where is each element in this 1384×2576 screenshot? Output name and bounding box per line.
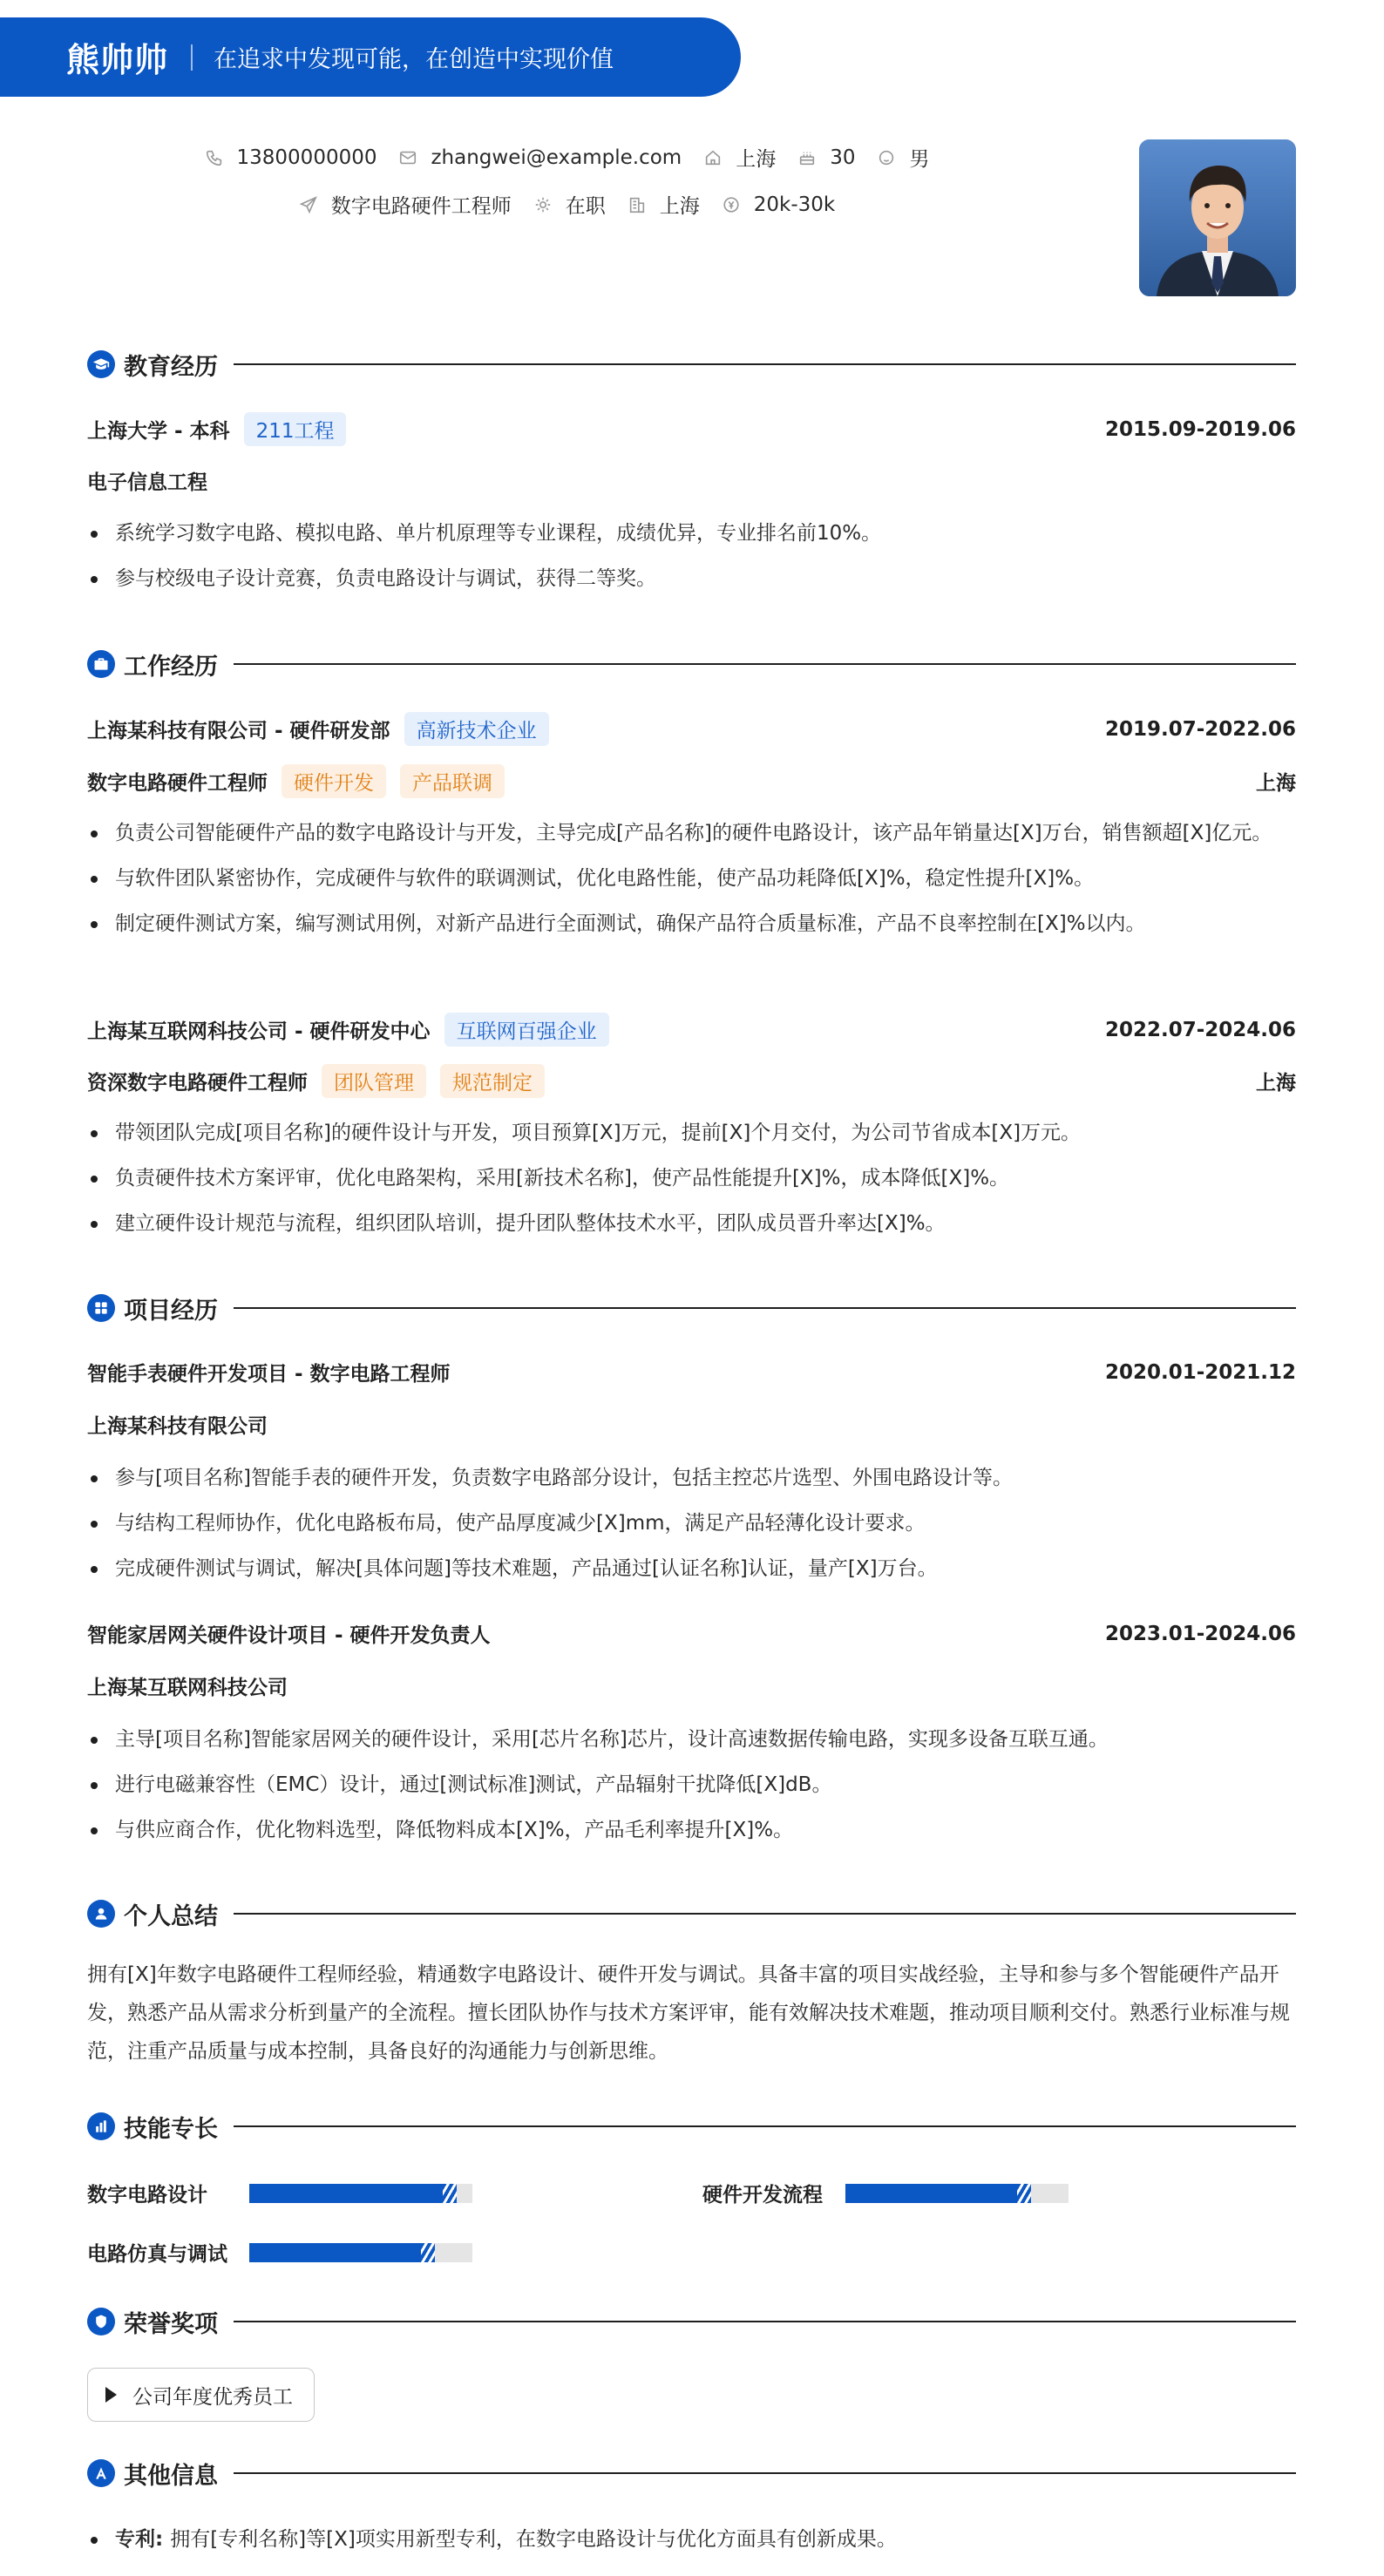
project-company: 上海某互联网科技公司 bbox=[87, 1677, 288, 1699]
section-title: 工作经历 bbox=[124, 653, 218, 681]
education-major: 电子信息工程 bbox=[87, 471, 207, 494]
other-label: 专利: bbox=[115, 2528, 164, 2551]
list-item: 与软件团队紧密协作，完成硬件与软件的联调测试，优化电路性能，使产品功耗降低[X]%，稳定性提升[X]%。 bbox=[87, 861, 1296, 896]
skill-name: 电路仿真与调试 bbox=[87, 2243, 227, 2266]
contact-row-2 bbox=[87, 190, 1046, 219]
target-job-text: 数字电路硬件工程师 bbox=[330, 195, 512, 218]
award-icon bbox=[87, 2308, 115, 2335]
project-name: 智能家居网关硬件设计项目 - 硬件开发负责人 bbox=[87, 1624, 491, 1647]
chart-icon bbox=[87, 2112, 115, 2140]
cake-icon bbox=[797, 147, 818, 168]
job-city: 上海 bbox=[1256, 772, 1296, 795]
project-period: 2020.01-2021.12 bbox=[1104, 1360, 1296, 1384]
info-icon bbox=[87, 2459, 115, 2487]
job-2-header bbox=[87, 1013, 1296, 1047]
job-company: 上海某科技有限公司 - 硬件研发部 bbox=[87, 720, 390, 742]
project-company: 上海某科技有限公司 bbox=[87, 1415, 268, 1438]
hometown-item bbox=[702, 143, 776, 172]
phone-item bbox=[204, 146, 377, 169]
skill-bar-fill bbox=[249, 2184, 450, 2203]
section-title: 个人总结 bbox=[124, 1902, 218, 1930]
skill-name: 数字电路设计 bbox=[87, 2184, 207, 2207]
project-2-header bbox=[87, 1619, 1296, 1648]
skill-bar bbox=[249, 2184, 472, 2203]
skill-item bbox=[702, 2179, 1069, 2207]
list-item: 建立硬件设计规范与流程，组织团队培训，提升团队整体技术水平，团队成员晋升率达[X]%。 bbox=[87, 1206, 1296, 1241]
list-item: 负责硬件技术方案评审，优化电路架构，采用[新技术名称]，使产品性能提升[X]%，成本降低[X]%。 bbox=[87, 1161, 1296, 1196]
section-divider bbox=[234, 2321, 1296, 2322]
project-name: 智能手表硬件开发项目 - 数字电路工程师 bbox=[87, 1363, 451, 1386]
list-item: 带领团队完成[项目名称]的硬件设计与开发，项目预算[X]万元，提前[X]个月交付，为公司节省成本[X]万元。 bbox=[87, 1115, 1296, 1150]
list-item: 参与[项目名称]智能手表的硬件开发，负责数字电路部分设计，包括主控芯片选型、外围电路设计等。 bbox=[87, 1461, 1296, 1495]
list-item: 进行电磁兼容性（EMC）设计，通过[测试标准]测试，产品辐射干扰降低[X]dB。 bbox=[87, 1767, 1296, 1802]
other-text: 拥有[专利名称]等[X]项实用新型专利，在数字电路设计与优化方面具有创新成果。 bbox=[170, 2528, 897, 2551]
list-item: 制定硬件测试方案，编写测试用例，对新产品进行全面测试，确保产品符合质量标准，产品不良率控制在[X]%以内。 bbox=[87, 906, 1296, 941]
list-item: 与结构工程师协作，优化电路板布局，使产品厚度减少[X]mm，满足产品轻薄化设计要求。 bbox=[87, 1506, 1296, 1541]
job-1-header bbox=[87, 712, 1296, 746]
hometown-text: 上海 bbox=[736, 148, 777, 171]
section-divider bbox=[234, 1307, 1296, 1309]
phone-icon bbox=[204, 147, 225, 168]
section-title: 项目经历 bbox=[124, 1297, 218, 1325]
summary-text: 拥有[X]年数字电路硬件工程师经验，精通数字电路设计、硬件开发与调试。具备丰富的项目实战经验，主导和参与多个智能硬件产品开发，熟悉产品从需求分析到量产的全流程。擅长团队协作与技术方案评审，能有效解决技术难题，推动项目顺利交付。熟悉行业标准与规范，注重产品质量与成本控制，具备良好的沟通能力与创新思维。 bbox=[87, 1963, 1290, 2063]
job-2-bullets bbox=[87, 1115, 1296, 1251]
job-city: 上海 bbox=[1256, 1072, 1296, 1095]
list-item: 参与校级电子设计竞赛，负责电路设计与调试，获得二等奖。 bbox=[87, 561, 1296, 596]
project-period: 2023.01-2024.06 bbox=[1104, 1622, 1296, 1645]
header-divider bbox=[191, 44, 193, 71]
education-header bbox=[87, 412, 1296, 446]
triangle-icon bbox=[105, 2387, 117, 2403]
candidate-name: 熊帅帅 bbox=[66, 41, 169, 79]
building-icon bbox=[627, 194, 648, 215]
honor-text: 公司年度优秀员工 bbox=[132, 2385, 293, 2409]
section-title: 荣誉奖项 bbox=[124, 2310, 218, 2338]
job-1-title-row bbox=[87, 764, 1296, 798]
list-item: 系统学习数字电路、模拟电路、单片机原理等专业课程，成绩优异，专业排名前10%。 bbox=[87, 516, 1296, 551]
job-period: 2019.07-2022.06 bbox=[1104, 717, 1296, 741]
company-tag: 高新技术企业 bbox=[404, 712, 549, 746]
section-summary bbox=[87, 1898, 1296, 1929]
skill-name: 硬件开发流程 bbox=[702, 2184, 823, 2207]
section-divider bbox=[234, 663, 1296, 665]
list-item: 与供应商合作，优化物料选型，降低物料成本[X]%，产品毛利率提升[X]%。 bbox=[87, 1813, 1296, 1847]
skill-item bbox=[87, 2238, 472, 2267]
section-honors bbox=[87, 2306, 1296, 2337]
home-icon bbox=[702, 147, 723, 168]
target-job-item bbox=[298, 190, 512, 219]
education-major-row bbox=[87, 466, 1296, 495]
list-item: 主导[项目名称]智能家居网关的硬件设计，采用[芯片名称]芯片，设计高速数据传输电路，实现多设备互联互通。 bbox=[87, 1722, 1296, 1757]
job-title: 数字电路硬件工程师 bbox=[87, 772, 268, 795]
job-tag: 团队管理 bbox=[322, 1064, 426, 1098]
school-name: 上海大学 - 本科 bbox=[87, 420, 230, 443]
project-2-bullets bbox=[87, 1722, 1296, 1858]
header-banner bbox=[0, 17, 741, 97]
list-item: 负责公司智能硬件产品的数字电路设计与开发，主导完成[产品名称]的硬件电路设计，该产品年销量达[X]万台，销售额超[X]亿元。 bbox=[87, 816, 1296, 851]
status-text: 在职 bbox=[565, 195, 606, 218]
section-education bbox=[87, 349, 1296, 380]
education-period: 2015.09-2019.06 bbox=[1104, 417, 1296, 441]
other-item bbox=[87, 2522, 1296, 2557]
section-divider bbox=[234, 2125, 1296, 2127]
honor-item bbox=[87, 2368, 315, 2422]
job-1-bullets bbox=[87, 816, 1296, 952]
project-1-header bbox=[87, 1358, 1296, 1386]
section-work bbox=[87, 648, 1296, 680]
job-tag: 硬件开发 bbox=[282, 764, 386, 798]
phone-text: 13800000000 bbox=[236, 146, 377, 169]
education-bullets bbox=[87, 516, 1296, 607]
skill-item bbox=[87, 2179, 472, 2207]
section-skills bbox=[87, 2111, 1296, 2142]
skill-bar-fill bbox=[249, 2243, 428, 2262]
job-tag: 产品联调 bbox=[400, 764, 505, 798]
salary-text: 20k-30k bbox=[753, 193, 836, 216]
email-item bbox=[397, 146, 682, 169]
salary-item bbox=[721, 193, 835, 216]
project-2-company-row bbox=[87, 1671, 1296, 1700]
skill-bar bbox=[845, 2184, 1069, 2203]
status-item bbox=[533, 190, 606, 219]
section-title: 其他信息 bbox=[124, 2462, 218, 2490]
gender-item bbox=[876, 143, 929, 172]
section-divider bbox=[234, 363, 1296, 365]
school-tag: 211工程 bbox=[244, 412, 347, 446]
skill-bar bbox=[249, 2243, 472, 2262]
mail-icon bbox=[397, 147, 418, 168]
contact-row-1 bbox=[87, 143, 1046, 172]
skill-bar-fill bbox=[845, 2184, 1024, 2203]
job-title: 资深数字电路硬件工程师 bbox=[87, 1072, 308, 1095]
money-icon bbox=[721, 194, 742, 215]
gender-icon bbox=[876, 147, 897, 168]
profile-photo bbox=[1139, 139, 1296, 296]
section-projects bbox=[87, 1292, 1296, 1324]
section-title: 教育经历 bbox=[124, 353, 218, 381]
project-1-company-row bbox=[87, 1410, 1296, 1439]
age-text: 30 bbox=[830, 146, 856, 169]
candidate-slogan: 在追求中发现可能，在创造中实现价值 bbox=[214, 46, 614, 73]
graduation-cap-icon bbox=[87, 350, 115, 378]
target-city-text: 上海 bbox=[659, 195, 700, 218]
list-item: 完成硬件测试与调试，解决[具体问题]等技术难题，产品通过[认证名称]认证，量产[X]万台。 bbox=[87, 1551, 1296, 1586]
job-2-title-row bbox=[87, 1064, 1296, 1098]
status-gear-icon bbox=[533, 194, 553, 215]
section-divider bbox=[234, 1913, 1296, 1915]
age-item bbox=[797, 146, 855, 169]
job-period: 2022.07-2024.06 bbox=[1104, 1018, 1296, 1041]
user-icon bbox=[87, 1900, 115, 1928]
target-city-item bbox=[627, 190, 700, 219]
section-other bbox=[87, 2457, 1296, 2489]
briefcase-icon bbox=[87, 650, 115, 678]
project-1-bullets bbox=[87, 1461, 1296, 1596]
gender-text: 男 bbox=[909, 148, 930, 171]
job-company: 上海某互联网科技公司 - 硬件研发中心 bbox=[87, 1020, 431, 1043]
grid-icon bbox=[87, 1294, 115, 1322]
section-divider bbox=[234, 2472, 1296, 2474]
section-title: 技能专长 bbox=[124, 2115, 218, 2143]
job-tag: 规范制定 bbox=[440, 1064, 545, 1098]
email-text: zhangwei@example.com bbox=[431, 146, 682, 169]
send-icon bbox=[298, 194, 319, 215]
company-tag: 互联网百强企业 bbox=[444, 1013, 609, 1047]
